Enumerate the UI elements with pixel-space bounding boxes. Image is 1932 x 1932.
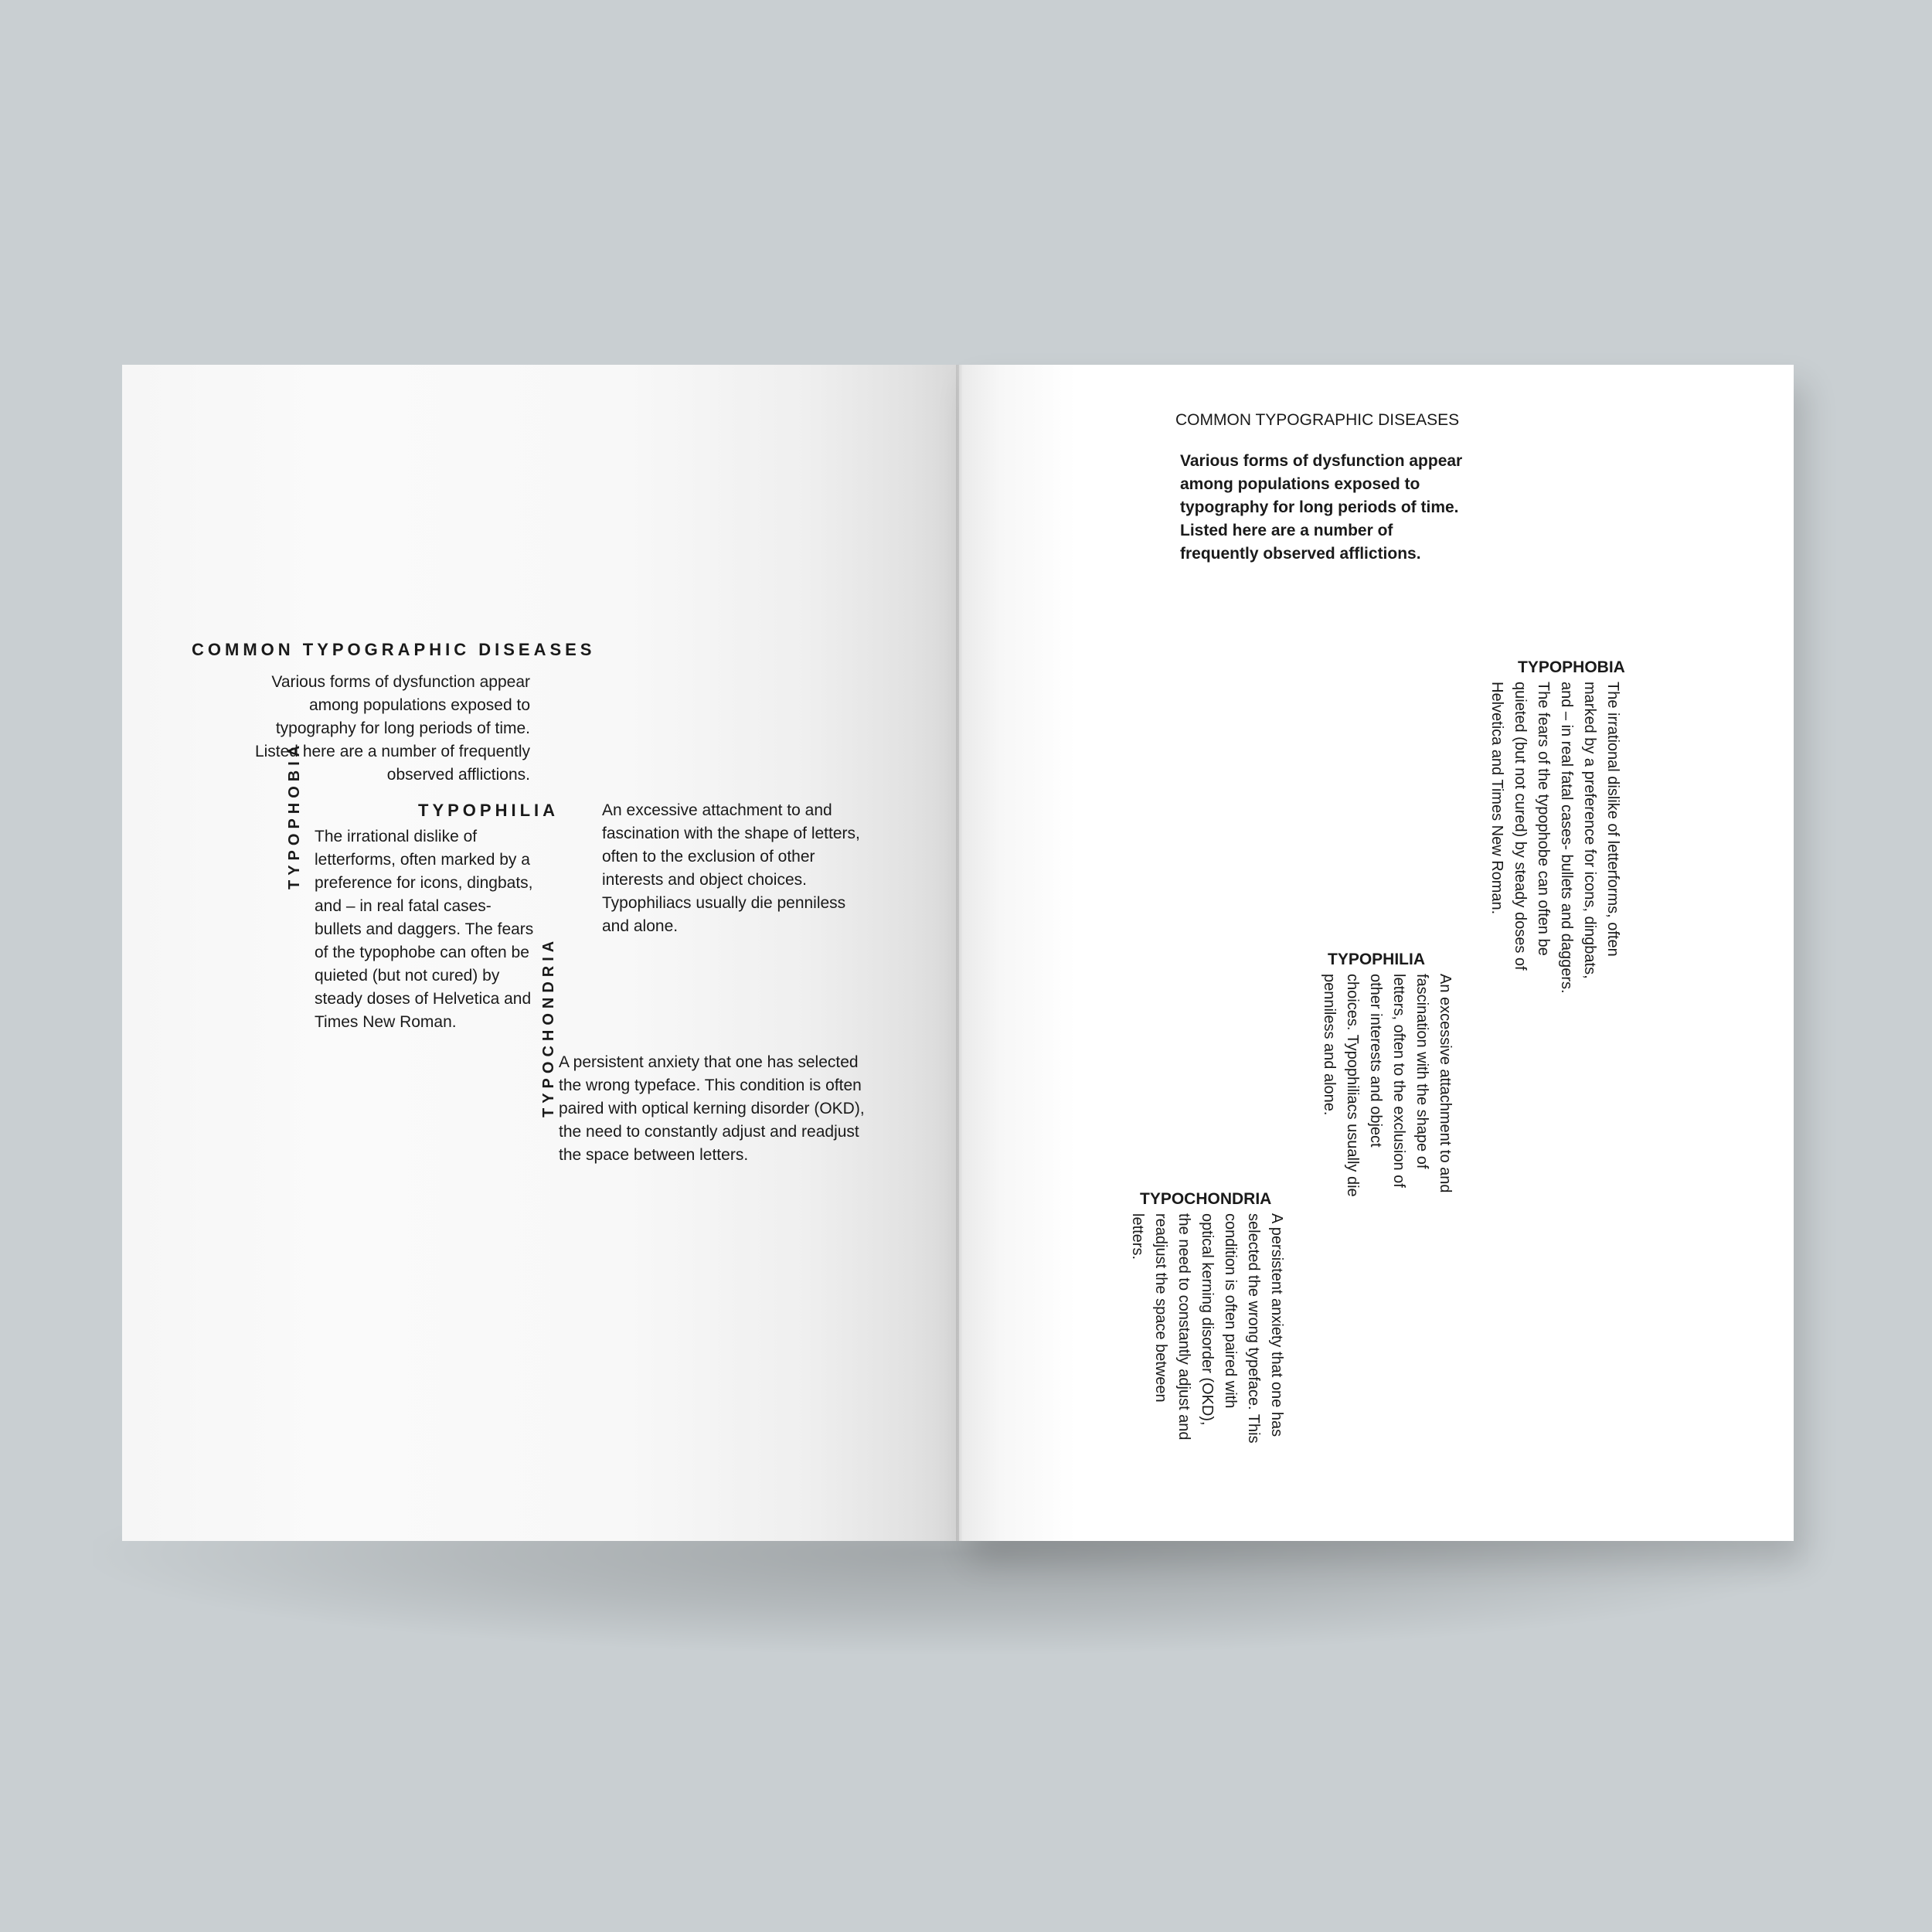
right-typophobia-text: The irrational dislike of letterforms, often marked by a preference for icons, dingbats, and – in real fatal cases- bullets and daggers. The fears of the typophobe can often be quieted (but not cured) by steady doses of Helvetica and Times New Roman. <box>1488 682 1621 994</box>
right-typophilia-text: An excessive attachment to and fascination with the shape of letters, often to the exclusion of other interests and object choices. Typophiliacs usually die penniless and alone. <box>1321 974 1454 1197</box>
left-typophilia-text: An excessive attachment to and fascination with the shape of letters, often to the exclusion of other interests and object choices. Typophiliacs usually die penniless and alone. <box>602 801 860 935</box>
right-typophobia-label: TYPOPHOBIA <box>1518 658 1625 676</box>
left-typochondria-label: TYPOCHONDRIA <box>540 936 557 1117</box>
right-typochondria-label: TYPOCHONDRIA <box>1140 1190 1272 1208</box>
left-typophobia-label: TYPOPHOBIA <box>286 740 303 889</box>
left-page-intro: Various forms of dysfunction appear among populations exposed to typography for long periods of time. Listed here are a number of frequently observed afflictions. <box>254 673 530 784</box>
left-page-heading: COMMON TYPOGRAPHIC DISEASES <box>192 640 596 659</box>
right-typophilia-label: TYPOPHILIA <box>1328 951 1426 968</box>
left-typochondria-text: A persistent anxiety that one has selected the wrong typeface. This condition is often paired with optical kerning disorder (OKD), the need to constantly adjust and readjust the space between letters. <box>559 1053 865 1164</box>
right-typochondria-text: A persistent anxiety that one has selected the wrong typeface. This condition is often paired with optical kerning disorder (OKD), the need to constantly adjust and readjust the space between letters. <box>1129 1213 1285 1444</box>
right-page-heading: COMMON TYPOGRAPHIC DISEASES <box>1175 411 1460 429</box>
left-page <box>122 365 959 1541</box>
book-spine <box>956 365 962 1541</box>
right-page <box>959 365 1794 1541</box>
left-typophobia-text: The irrational dislike of letterforms, often marked by a preference for icons, dingbats, and – in real fatal cases- bullets and daggers. The fears of the typophobe can often be quieted (but not cured) by steady doses of Helvetica and Times New Roman. <box>315 828 534 1031</box>
right-page-intro: Various forms of dysfunction appear among populations exposed to typography for long periods of time. Listed here are a number of frequently observed afflictions. <box>1180 452 1463 563</box>
left-typophilia-label: TYPOPHILIA <box>418 801 560 820</box>
